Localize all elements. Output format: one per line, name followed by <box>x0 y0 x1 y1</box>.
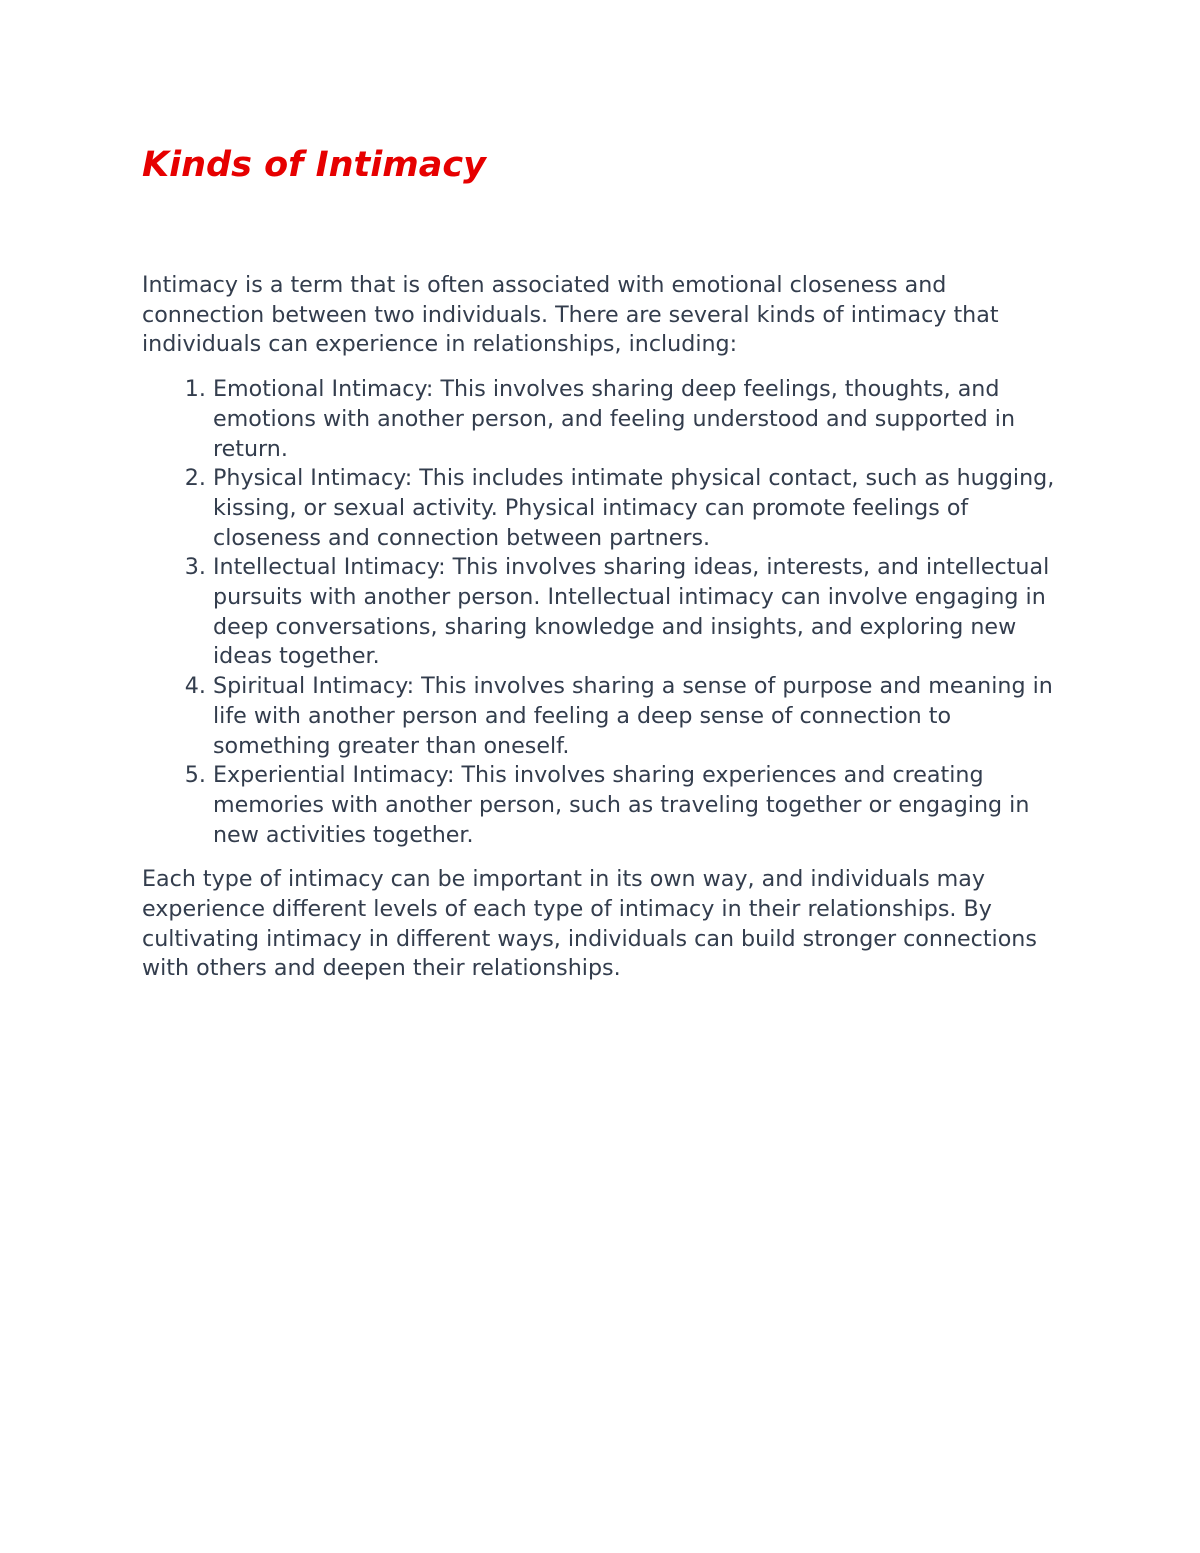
list-item: 2. Physical Intimacy: This includes intimate physical contact, such as hugging, kissing, or sexual activity. Physical intimacy can promote feelings of closeness and connection between partners. <box>213 464 1062 553</box>
list-item: 5. Experiential Intimacy: This involves sharing experiences and creating memories with another person, such as traveling together or engaging in new activities together. <box>213 761 1062 850</box>
document-body <box>142 271 1062 984</box>
list-item: 1. Emotional Intimacy: This involves sharing deep feelings, thoughts, and emotions with another person, and feeling understood and supported in return. <box>213 375 1062 464</box>
intro-paragraph: Intimacy is a term that is often associated with emotional closeness and connection between two individuals. There are several kinds of intimacy that individuals can experience in relationships, including: <box>142 272 999 358</box>
list-item: 4. Spiritual Intimacy: This involves sharing a sense of purpose and meaning in life with another person and feeling a deep sense of connection to something greater than oneself. <box>213 672 1062 761</box>
document-title: Kinds of Intimacy <box>142 145 486 185</box>
list-item: 3. Intellectual Intimacy: This involves sharing ideas, interests, and intellectual pursuits with another person. Intellectual intimacy can involve engaging in deep conversations, sharing knowledge and insights, and exploring new ideas together. <box>213 553 1062 672</box>
conclusion-paragraph: Each type of intimacy can be important in its own way, and individuals may experience different levels of each type of intimacy in their relationships. By cultivating intimacy in different ways, individuals can build stronger connections with others and deepen their relationships. <box>142 866 1037 982</box>
intimacy-kinds-list <box>142 375 1062 850</box>
